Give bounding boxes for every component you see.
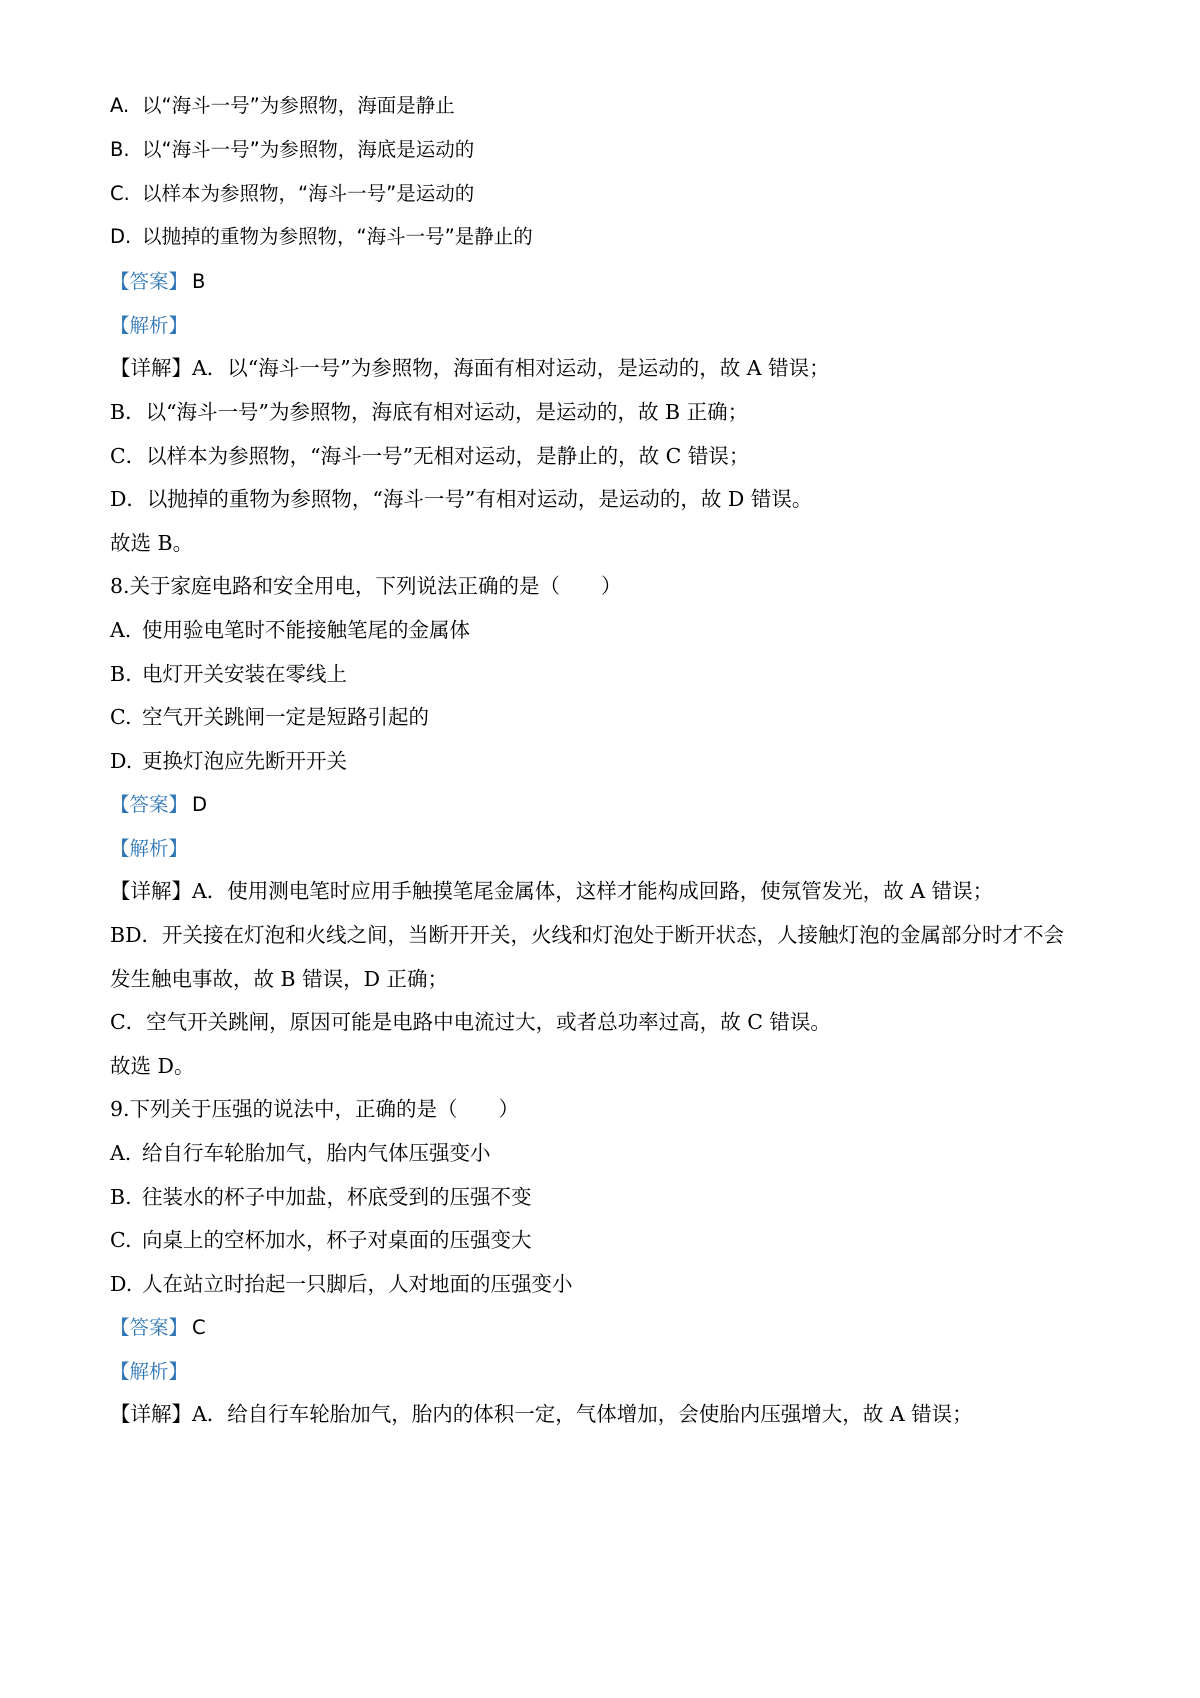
- q9-stem: 9.下列关于压强的说法中，正确的是（ ）: [110, 1097, 520, 1121]
- q7-detail-line: 【详解】A．以“海斗一号”为参照物，海面有相对运动，是运动的，故 A 错误；: [110, 356, 830, 380]
- q9-answer: 【答案】 C: [110, 1316, 206, 1339]
- q7-answer: 【答案】 B: [110, 270, 206, 293]
- q8-option-a: A. 使用验电笔时不能接触笔尾的金属体: [110, 618, 470, 642]
- q8-detail-line: 故选 D。: [110, 1054, 195, 1078]
- q9-analysis-label: 【解析】: [110, 1360, 189, 1383]
- q8-stem: 8.关于家庭电路和安全用电，下列说法正确的是（ ）: [110, 574, 622, 598]
- q7-option-c: C. 以样本为参照物，“海斗一号”是运动的: [110, 182, 475, 205]
- q8-answer: 【答案】 D: [110, 793, 208, 816]
- q7-analysis-label: 【解析】: [110, 314, 189, 337]
- q7-detail-line: 故选 B。: [110, 531, 194, 555]
- q9-option-c: C. 向桌上的空杯加水，杯子对桌面的压强变大: [110, 1228, 532, 1252]
- q7-detail-line: C．以样本为参照物，“海斗一号”无相对运动，是静止的，故 C 错误；: [110, 444, 750, 468]
- q8-detail-line: 发生触电事故，故 B 错误，D 正确；: [110, 967, 449, 991]
- q8-detail-line: BD．开关接在灯泡和火线之间，当断开开关，火线和灯泡处于断开状态，人接触灯泡的金属部分时才不会: [110, 923, 1064, 947]
- q9-option-a: A. 给自行车轮胎加气，胎内气体压强变小: [110, 1141, 491, 1165]
- q8-detail-line: 【详解】A．使用测电笔时应用手触摸笔尾金属体，这样才能构成回路，使氖管发光，故 A 错误；: [110, 879, 994, 903]
- q7-option-d: D. 以抛掉的重物为参照物，“海斗一号”是静止的: [110, 225, 533, 248]
- q8-option-c: C. 空气开关跳闸一定是短路引起的: [110, 705, 429, 729]
- q9-detail-line: 【详解】A．给自行车轮胎加气，胎内的体积一定，气体增加，会使胎内压强增大，故 A 错误；: [110, 1402, 973, 1426]
- q7-option-a: A. 以“海斗一号”为参照物，海面是静止: [110, 94, 455, 117]
- q9-option-d: D. 人在站立时抬起一只脚后，人对地面的压强变小: [110, 1272, 573, 1296]
- q8-detail-line: C．空气开关跳闸，原因可能是电路中电流过大，或者总功率过高，故 C 错误。: [110, 1010, 831, 1034]
- q7-detail-line: D．以抛掉的重物为参照物，“海斗一号”有相对运动，是运动的，故 D 错误。: [110, 487, 813, 511]
- q8-analysis-label: 【解析】: [110, 837, 189, 860]
- q9-option-b: B. 往装水的杯子中加盐，杯底受到的压强不变: [110, 1185, 532, 1209]
- q8-option-d: D. 更换灯泡应先断开开关: [110, 749, 347, 773]
- q7-detail-line: B．以“海斗一号”为参照物，海底有相对运动，是运动的，故 B 正确；: [110, 400, 749, 424]
- q8-option-b: B. 电灯开关安装在零线上: [110, 662, 347, 686]
- q7-option-b: B. 以“海斗一号”为参照物，海底是运动的: [110, 138, 475, 161]
